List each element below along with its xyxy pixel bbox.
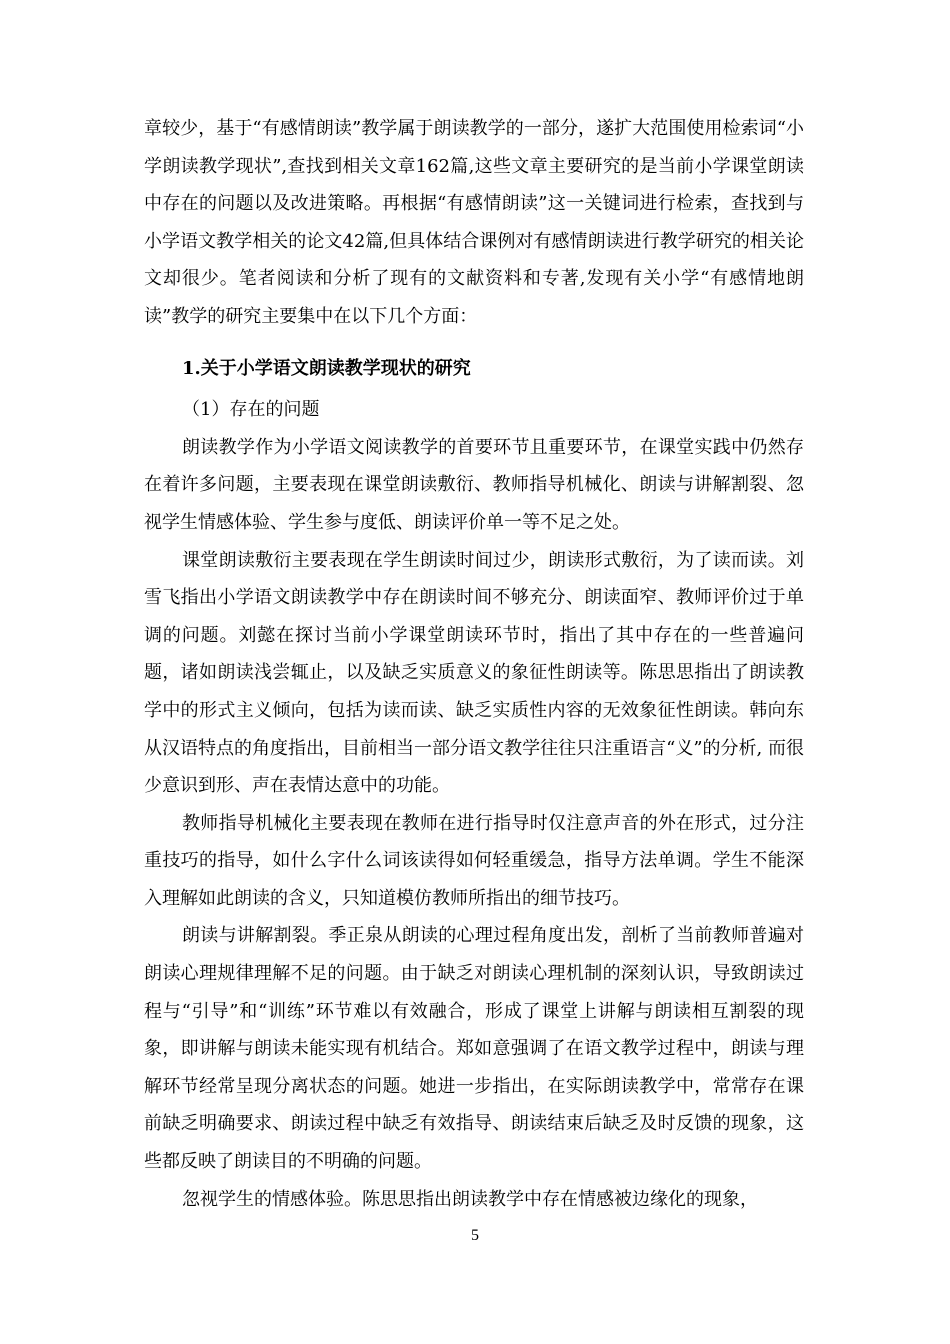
paragraph-3: 教师指导机械化主要表现在教师在进行指导时仅注意声音的外在形式，过分注重技巧的指导，如什么字什么词该读得如何轻重缓急，指导方法单调。学生不能深入理解如此朗读的含义，只知道模仿教师所指出的细节技巧。	[144, 812, 804, 909]
paragraph-2: 课堂朗读敷衍主要表现在学生朗读时间过少，朗读形式敷衍，为了读而读。刘雪飞指出小学语文朗读教学中存在朗读时间不够充分、朗读面窄、教师评价过于单调的问题。刘懿在探讨当前小学课堂朗读环节时，指出了其中存在的一些普遍问题，诸如朗读浅尝辄止，以及缺乏实质意义的象征性朗读等。陈思思指出了朗读教学中的形式主义倾向，包括为读而读、缺乏实质性内容的无效象征性朗读。韩向东从汉语特点的角度指出，目前相当一部分语文教学往往只注重语言“义”的分析, 而很少意识到形、声在表情达意中的功能。	[144, 549, 804, 797]
body-text	[144, 110, 804, 1218]
subsection-heading: （1）存在的问题	[182, 399, 320, 421]
paragraph-1: 朗读教学作为小学语文阅读教学的首要环节且重要环节，在课堂实践中仍然存在着许多问题，主要表现在课堂朗读敷衍、教师指导机械化、朗读与讲解割裂、忽视学生情感体验、学生参与度低、朗读评价单一等不足之处。	[144, 436, 804, 533]
paragraph-4: 朗读与讲解割裂。季正泉从朗读的心理过程角度出发，剖析了当前教师普遍对朗读心理规律理解不足的问题。由于缺乏对朗读心理机制的深刻认识，导致朗读过程与“引导”和“训练”环节难以有效融合，形成了课堂上讲解与朗读相互割裂的现象，即讲解与朗读未能实现有机结合。郑如意强调了在语文教学过程中，朗读与理解环节经常呈现分离状态的问题。她进一步指出，在实际朗读教学中，常常存在课前缺乏明确要求、朗读过程中缺乏有效指导、朗读结束后缺乏及时反馈的现象，这些都反映了朗读目的不明确的问题。	[144, 925, 804, 1173]
paragraph-5: 忽视学生的情感体验。陈思思指出朗读教学中存在情感被边缘化的现象，	[182, 1188, 758, 1210]
intro-paragraph: 章较少，基于“有感情朗读”教学属于朗读教学的一部分，遂扩大范围使用检索词“小学朗读教学现状”,查找到相关文章162篇,这些文章主要研究的是当前小学课堂朗读中存在的问题以及改进策略。再根据“有感情朗读”这一关键词进行检索，查找到与小学语文教学相关的论文42篇,但具体结合课例对有感情朗读进行教学研究的相关论文却很少。笔者阅读和分析了现有的文献资料和专著,发现有关小学“有感情地朗读”教学的研究主要集中在以下几个方面：	[144, 118, 804, 327]
section-heading: 1.关于小学语文朗读教学现状的研究	[182, 357, 471, 379]
page-number: 5	[471, 1227, 479, 1244]
